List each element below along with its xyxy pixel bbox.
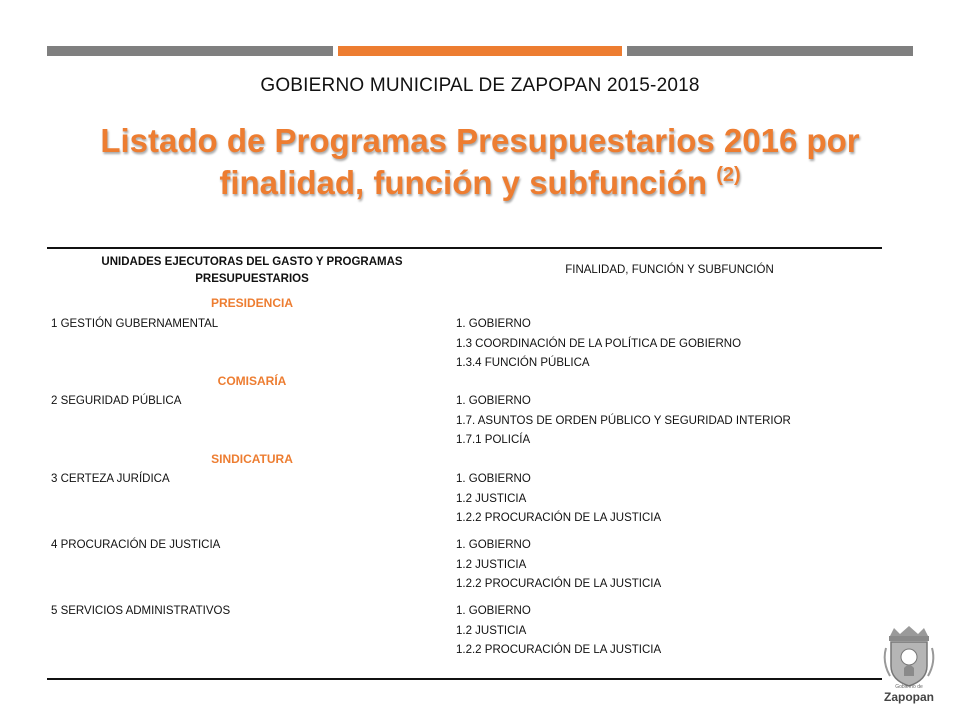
section-heading: PRESIDENCIA — [210, 296, 293, 310]
function-line: 1.7. ASUNTOS DE ORDEN PÚBLICO Y SEGURIDAD INTERIOR — [456, 414, 791, 427]
logo-wordmark: Zapopan — [884, 690, 934, 704]
program-name: 4 PROCURACIÓN DE JUSTICIA — [51, 539, 221, 551]
column-header-units: UNIDADES EJECUTORAS DEL GASTO Y PROGRAMAS PRESUPUESTARIOS — [101, 256, 403, 285]
function-line: 1. GOBIERNO — [456, 395, 531, 407]
function-list — [456, 392, 881, 451]
logo-caption: Gobierno de — [895, 684, 923, 690]
function-line: 1. GOBIERNO — [456, 605, 531, 617]
top-bar-left — [47, 46, 333, 56]
function-line: 1.2.2 PROCURACIÓN DE LA JUSTICIA — [456, 578, 662, 590]
section-heading: COMISARÍA — [217, 374, 287, 388]
function-line: 1.2 JUSTICIA — [456, 558, 527, 571]
function-list — [456, 602, 881, 661]
function-list — [456, 315, 881, 374]
programs-table — [47, 247, 882, 680]
function-line: 1.2.2 PROCURACIÓN DE LA JUSTICIA — [456, 512, 662, 524]
function-line: 1. GOBIERNO — [456, 539, 531, 551]
title-footnote: (2) — [716, 164, 741, 186]
program-name: 2 SEGURIDAD PÚBLICA — [51, 395, 182, 407]
function-line: 1.3.4 FUNCIÓN PÚBLICA — [456, 357, 590, 369]
function-list — [456, 536, 881, 595]
program-name: 3 CERTEZA JURÍDICA — [51, 473, 170, 485]
page-subtitle: GOBIERNO MUNICIPAL DE ZAPOPAN 2015-2018 — [260, 75, 700, 96]
function-list — [456, 470, 881, 529]
program-name: 5 SERVICIOS ADMINISTRATIVOS — [51, 605, 231, 617]
function-line: 1.2 JUSTICIA — [456, 624, 527, 637]
column-header-functions: FINALIDAD, FUNCIÓN Y SUBFUNCIÓN — [565, 264, 774, 276]
top-bar-center — [338, 46, 622, 56]
function-line: 1. GOBIERNO — [456, 473, 531, 485]
function-line: 1.3 COORDINACIÓN DE LA POLÍTICA DE GOBIERNO — [456, 337, 742, 350]
table-header — [47, 249, 882, 293]
page-title-text: Listado de Programas Presupuestarios 2016 por finalidad, función y subfunción — [100, 122, 860, 201]
function-line: 1.2 JUSTICIA — [456, 492, 527, 505]
top-bar-right — [627, 46, 913, 56]
function-line: 1. GOBIERNO — [456, 318, 531, 330]
program-name: 1 GESTIÓN GUBERNAMENTAL — [51, 318, 219, 330]
function-line: 1.7.1 POLICÍA — [456, 434, 531, 446]
page-title — [30, 120, 930, 204]
function-line: 1.2.2 PROCURACIÓN DE LA JUSTICIA — [456, 644, 662, 656]
section-heading: SINDICATURA — [211, 452, 293, 466]
